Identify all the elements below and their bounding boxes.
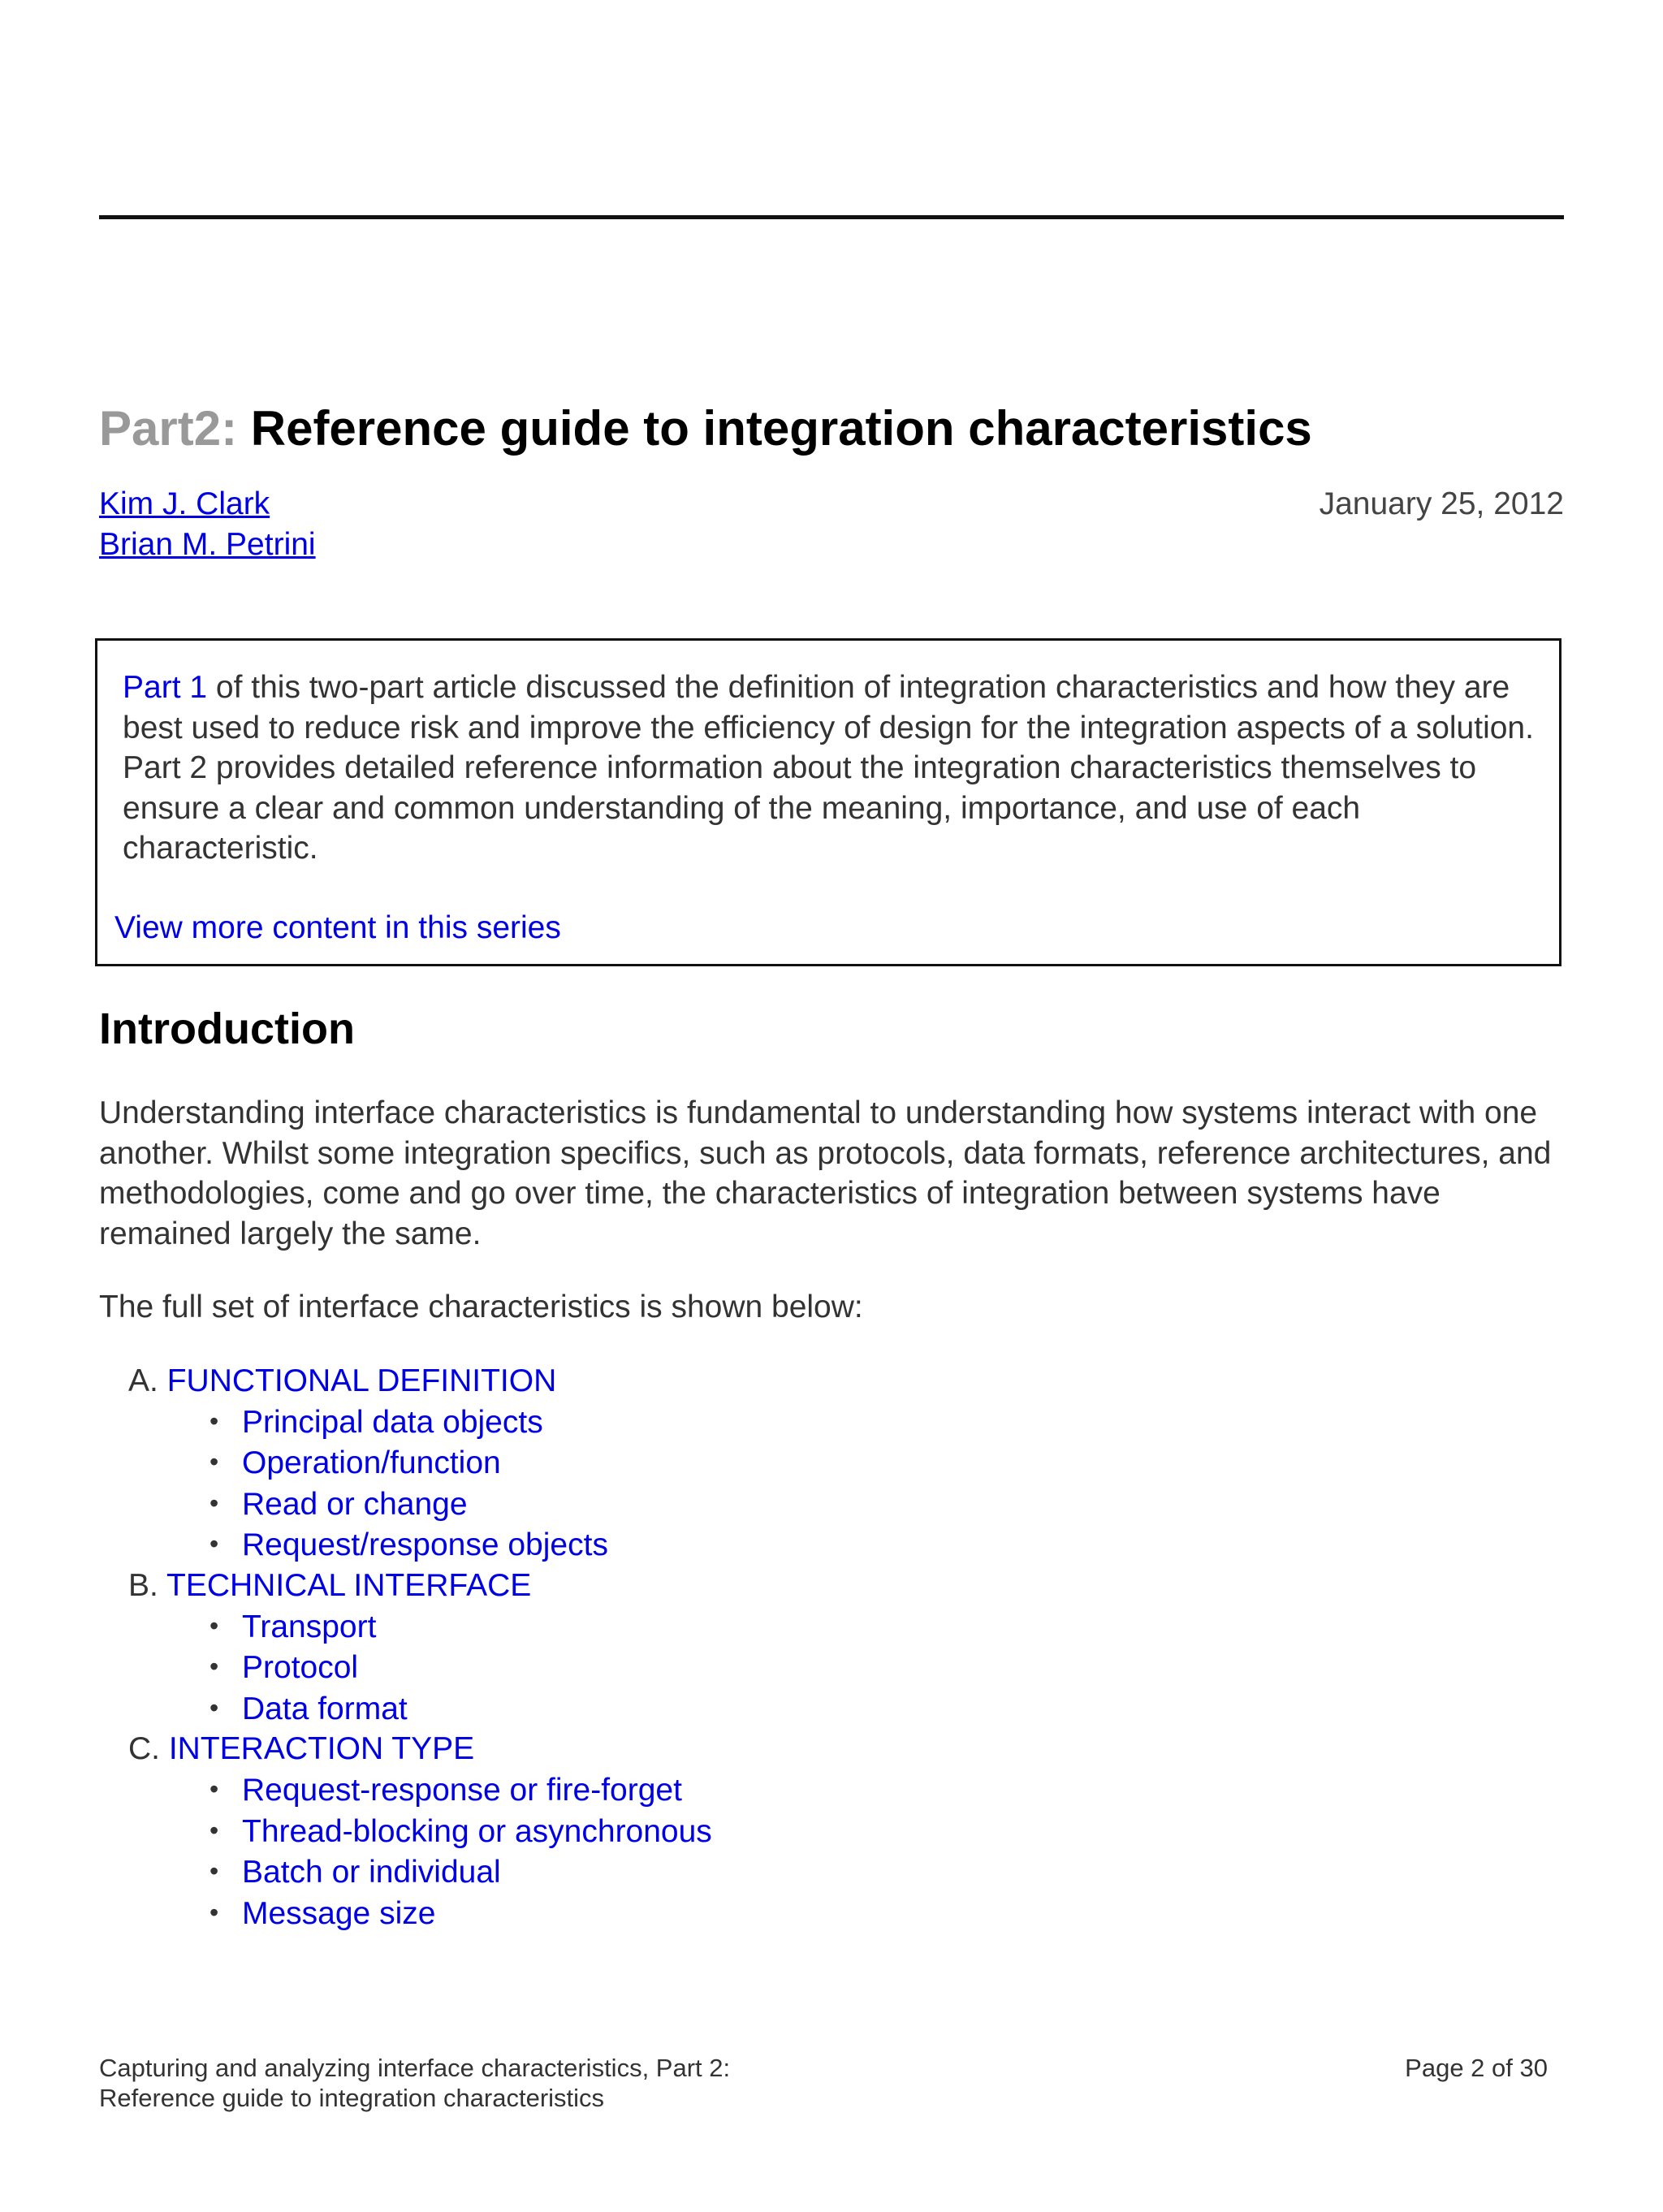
series-link[interactable]: View more content in this series [114,910,561,945]
list-item [209,1524,712,1566]
list-item [209,1893,712,1934]
bullet-icon: • [209,1692,219,1722]
list-item [209,1769,712,1811]
author-link-brian-petrini[interactable]: Brian M. Petrini [99,527,316,562]
category-marker: C. [128,1731,160,1767]
page-title [99,396,1312,461]
bullet-icon: • [209,1488,219,1518]
category-functional-definition [128,1361,712,1566]
bullet-icon: • [209,1447,219,1477]
item-link-message-size[interactable]: Message size [242,1895,436,1931]
title-text: Reference guide to integration characteristics [250,401,1312,456]
item-link-transport[interactable]: Transport [242,1609,377,1644]
footer-title-line2: Reference guide to integration characteristics [99,2084,605,2112]
list-item [209,1688,712,1730]
item-link-principal-data-objects[interactable]: Principal data objects [242,1404,543,1440]
list-item [209,1484,712,1525]
introduction-heading: Introduction [99,1004,355,1053]
sub-list [128,1402,712,1566]
item-link-data-format[interactable]: Data format [242,1691,408,1726]
category-link-technical-interface[interactable]: TECHNICAL INTERFACE [166,1567,532,1603]
category-marker: A. [128,1363,158,1398]
list-item [209,1851,712,1893]
category-marker: B. [128,1567,158,1603]
bullet-icon: • [209,1773,219,1804]
item-link-thread-blocking-or-asynchronous[interactable]: Thread-blocking or asynchronous [242,1813,712,1849]
list-item [209,1442,712,1484]
bullet-icon: • [209,1406,219,1436]
bullet-icon: • [209,1652,219,1682]
bullet-icon: • [209,1856,219,1886]
list-item [209,1811,712,1852]
top-rule [99,215,1564,219]
item-link-read-or-change[interactable]: Read or change [242,1486,468,1522]
footer-title-line1: Capturing and analyzing interface characteristics, Part 2: [99,2054,731,2082]
item-link-batch-or-individual[interactable]: Batch or individual [242,1855,501,1890]
category-link-interaction-type[interactable]: INTERACTION TYPE [168,1731,475,1767]
list-item [209,1402,712,1443]
item-link-operation-function[interactable]: Operation/function [242,1445,501,1481]
publish-date: January 25, 2012 [1319,486,1564,521]
list-item [209,1647,712,1688]
item-link-protocol[interactable]: Protocol [242,1650,359,1686]
abstract-body: of this two-part article discussed the definition of integration characteristics and how they are best used to reduce risk and improve the efficiency of design for the integration aspects of a solution. Part 2 provides detailed reference information about the integration characteristics themselves to ensure a clear and common understanding of the meaning, importance, and use of each characteristic. [123,670,1534,866]
page-number: Page 2 of 30 [1405,2054,1548,2082]
category-interaction-type [128,1729,712,1933]
footer-article-title [99,2053,730,2113]
bullet-icon: • [209,1815,219,1845]
category-link-functional-definition[interactable]: FUNCTIONAL DEFINITION [166,1363,557,1398]
list-intro-text: The full set of interface characteristics is shown below: [99,1290,863,1324]
category-technical-interface [128,1566,712,1729]
list-item [209,1606,712,1648]
part1-link[interactable]: Part 1 [123,670,208,705]
introduction-paragraph: Understanding interface characteristics is fundamental to understanding how systems interact with one another. Whilst some integration specifics, such as protocols, data formats, reference architectures, and methodologies, come and go over time, the characteristics of integration between systems have remained largely the same. [99,1095,1552,1251]
author-link-kim-clark[interactable]: Kim J. Clark [99,486,270,521]
author-list [99,484,316,565]
sub-list [128,1606,712,1730]
bullet-icon: • [209,1897,219,1927]
bullet-icon: • [209,1610,219,1640]
abstract-box [95,638,1561,966]
item-link-request-response-or-fire-forget[interactable]: Request-response or fire-forget [242,1772,682,1808]
bullet-icon: • [209,1529,219,1559]
abstract-text [123,667,1552,869]
title-prefix: Part2: [99,401,238,456]
item-link-request-response-objects[interactable]: Request/response objects [242,1527,608,1563]
characteristics-list [128,1361,712,1933]
sub-list [128,1769,712,1933]
